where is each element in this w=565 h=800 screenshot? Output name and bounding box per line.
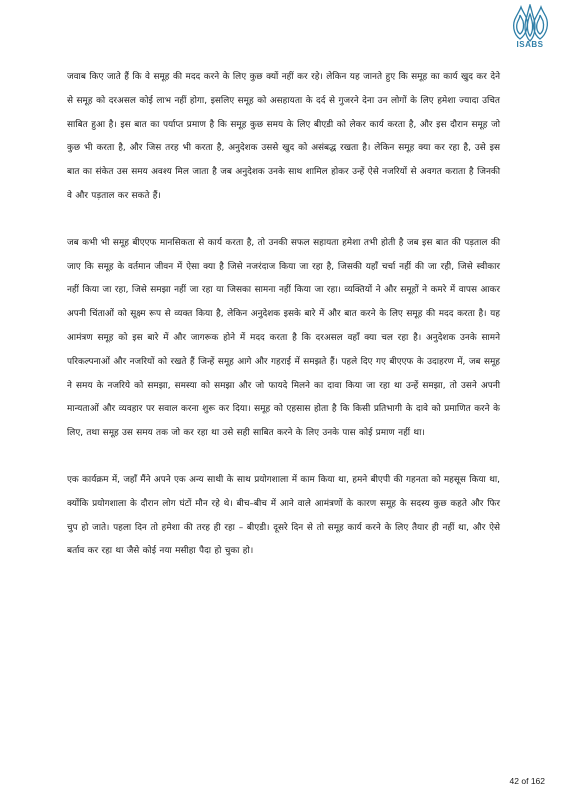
document-body [67, 66, 500, 564]
paragraph: एक कार्यक्रम में, जहाँ मैंने अपने एक अन्य साथी के साथ प्रयोगशाला में काम किया था, हमने बीएपी की गहनता को महसूस किया था, क्योंकि प्रयोगशाला के दौरान लोग घंटों मौन रहे थे। बीच–बीच में आने वाले आमंत्रणों के कारण समूह के सदस्य कुछ कहते और फिर चुप हो जाते। पहला दिन तो हमेशा की तरह ही रहा – बीएडी। दूसरे दिन से तो समूह कार्य करने के लिए तैयार ही नहीं था, और ऐसे बर्ताव कर रहा था जैसे कोई नया मसीहा पैदा हो चुका हो। [67, 474, 500, 557]
logo-text: ISABS [516, 40, 544, 49]
paragraph: जवाब किए जाते हैं कि वे समूह की मदद करने के लिए कुछ क्यों नहीं कर रहे। लेकिन यह जानते हुए कि समूह का कार्य खुद कर देने से समूह को दरअसल कोई लाभ नहीं होगा, इसलिए समूह को असहायता के दर्द से गुजरने देना उन लोगों के लिए हमेशा ज्यादा उचित साबित हुआ है। इस बात का पर्याप्त प्रमाण है कि समूह कुछ समय के लिए बीएडी को लेकर कार्य करता है, और इस दौरान समूह जो कुछ भी करता है, और जिस तरह भी करता है, अनुदेशक उससे खुद को असंबद्ध रखता है। लेकिन समूह क्या कर रहा है, उसे इस बात का संकेत उस समय अवश्य मिल जाता है जब अनुदेशक उनके साथ शामिल होकर उन्हें ऐसे नजरियों से अवगत कराता है जिनकी वे और पड़ताल कर सकते हैं। [67, 72, 500, 201]
page-number: 42 of 162 [509, 776, 545, 786]
paragraph: जब कभी भी समूह बीएएफ मानसिकता से कार्य करता है, तो उनकी सफल सहायता हमेशा तभी होती है जब इस बात की पड़ताल की जाए कि समूह के वर्तमान जीवन में ऐसा क्या है जिसे नजरंदाज किया जा रहा है, जिसकी यहाँ चर्चा नहीं की जा रही, जिसे स्वीकार नहीं किया जा रहा, जिसे समझा नहीं जा रहा या जिसका सामना नहीं किया जा रहा। व्यक्तियों ने और समूहों ने कमरे में वापस आकर अपनी चिंताओं को सूक्ष्म रूप से व्यक्त किया है, लेकिन अनुदेशक इसके बारे में और बात करने के लिए समूह की मदद करता है। यह आमंत्रण समूह को इस बारे में और जागरूक होने में मदद करता है कि दरअसल वहाँ क्या चल रहा है। अनुदेशक उनके सामने परिकल्पनाओं और नजरियों को रखते हैं जिन्हें समूह आगे और गहराई में समझते हैं। पहले दिए गए बीएएफ के उदाहरण में, जब समूह ने समय के नजरिये को समझा, समस्या को समझा और जो फायदे मिलने का दावा किया जा रहा था उन्हें समझा, तो उसने अपनी मान्यताओं और व्यवहार पर सवाल करना शुरू कर दिया। समूह को एहसास होता है कि किसी प्रतिभागी के दावे को प्रमाणित करने के लिए, तथा समूह उस समय तक जो कर रहा था उसे सही साबित करने के लिए उनके पास कोई प्रमाण नहीं था। [67, 237, 500, 439]
